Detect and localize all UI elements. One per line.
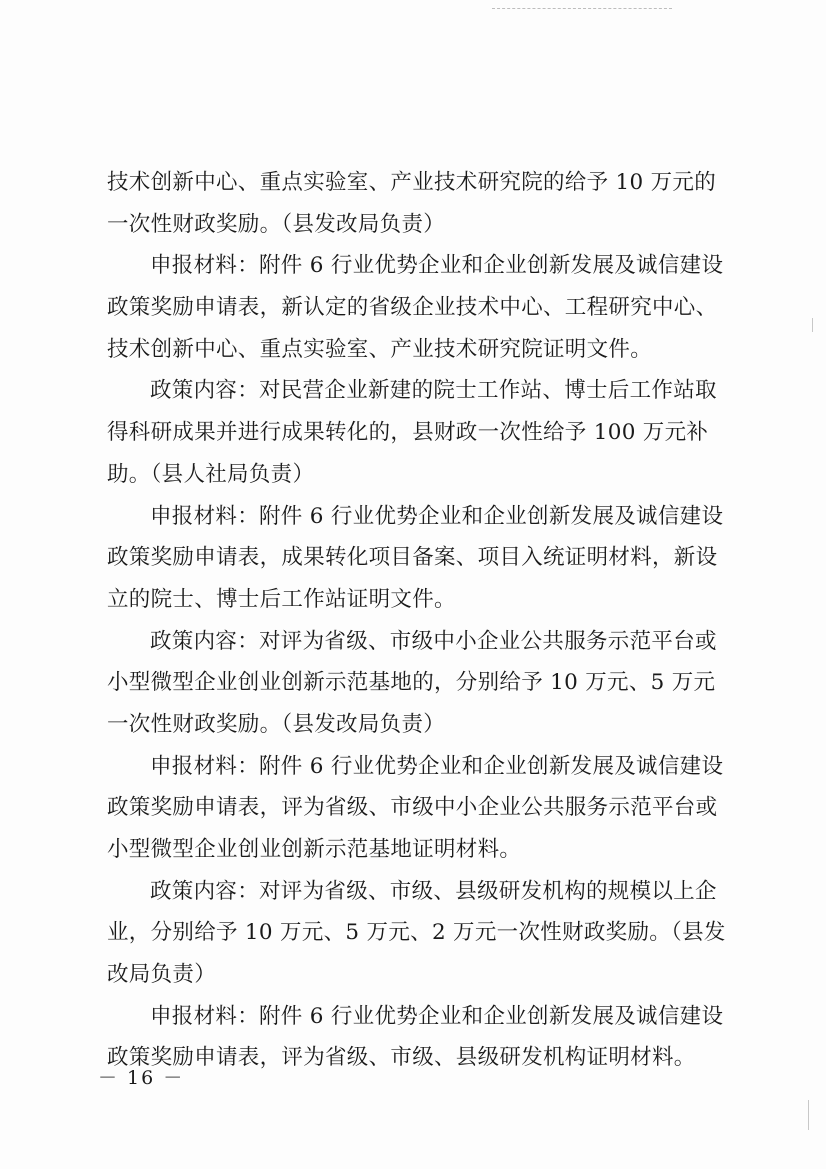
text-line: 申报材料：附件 6 行业优势企业和企业创新发展及诚信建设 (150, 253, 724, 279)
scan-speck (812, 318, 813, 332)
text-line: 小型微型企业创业创新示范基地证明材料。 (107, 837, 522, 862)
text-line: 技术创新中心、重点实验室、产业技术研究院的给予 10 万元的 (107, 170, 717, 195)
text-line: 业，分别给予 10 万元、5 万元、2 万元一次性财政奖励。（县发 (107, 920, 726, 946)
text-line: 一次性财政奖励。（县发改局负责） (107, 211, 446, 237)
body-text (107, 162, 726, 1079)
scan-artifact-line (492, 8, 672, 11)
text-line: 立的院士、博士后工作站证明文件。 (107, 586, 456, 612)
text-line: 政策奖励申请表，新认定的省级企业技术中心、工程研究中心、 (107, 295, 718, 321)
text-line: 申报材料：附件 6 行业优势企业和企业创新发展及诚信建设 (150, 1003, 724, 1029)
text-line: 助。（县人社局负责） (107, 461, 315, 487)
text-line: 一次性财政奖励。（县发改局负责） (107, 711, 446, 737)
text-line: 政策奖励申请表，评为省级、市级中小企业公共服务示范平台或 (107, 795, 718, 821)
text-line: 政策内容：对民营企业新建的院士工作站、博士后工作站取 (150, 378, 717, 404)
text-line: 改局负责） (107, 962, 217, 988)
text-line: 申报材料：附件 6 行业优势企业和企业创新发展及诚信建设 (150, 753, 724, 779)
text-line: 政策内容：对评为省级、市级、县级研发机构的规模以上企 (150, 878, 717, 904)
text-line: 政策内容：对评为省级、市级中小企业公共服务示范平台或 (150, 628, 717, 654)
text-line: 政策奖励申请表，成果转化项目备案、项目入统证明材料，新设 (107, 545, 718, 571)
text-line: 技术创新中心、重点实验室、产业技术研究院证明文件。 (107, 336, 653, 362)
text-line: 小型微型企业创业创新示范基地的，分别给予 10 万元、5 万元 (107, 670, 716, 696)
scan-speck (808, 1100, 809, 1130)
page-number: － 16 － (98, 1067, 185, 1089)
text-line: 政策奖励申请表，评为省级、市级、县级研发机构证明材料。 (107, 1045, 696, 1071)
text-line: 得科研成果并进行成果转化的，县财政一次性给予 100 万元补 (107, 420, 709, 446)
text-line: 申报材料：附件 6 行业优势企业和企业创新发展及诚信建设 (150, 503, 724, 529)
